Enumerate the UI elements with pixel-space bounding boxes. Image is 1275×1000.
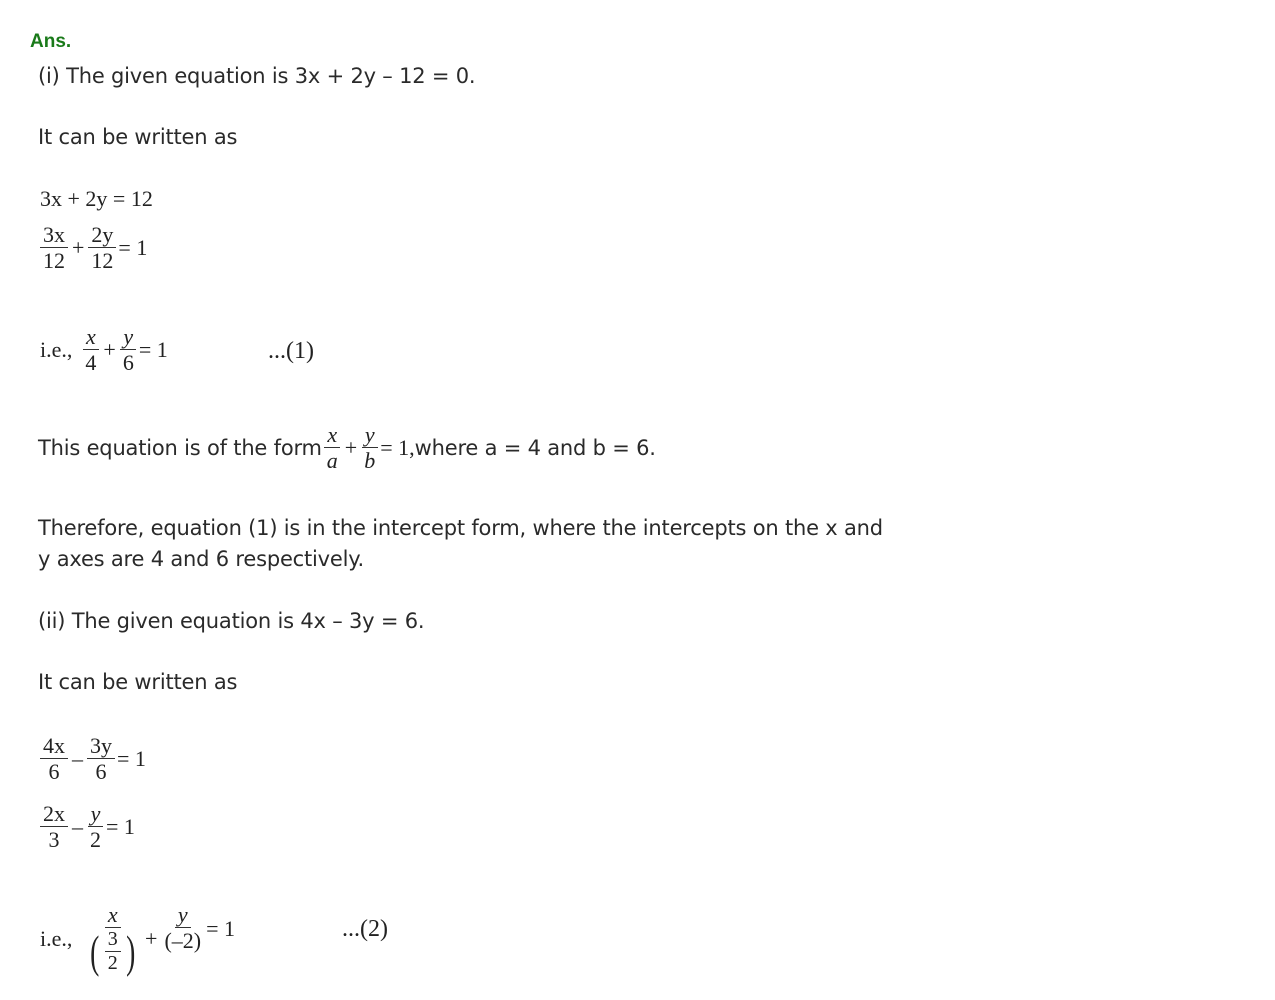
part2-equation-3: i.e., x ( $\frac{3}{2}$ ) + $\frac{y}{(-2)}$ = 1 — [40, 902, 236, 977]
fraction: $\frac{4x}{6}$ — [40, 733, 68, 785]
equation-tag-1: ...(1) — [268, 338, 314, 364]
part1-equation-1: 3x + 2y = 12 — [40, 186, 153, 211]
part1-conclusion-line-1: Therefore, equation (1) is in the intercept form, where the intercepts on the x and — [38, 516, 883, 540]
part1-form-line: This equation is of the form $\frac{x}{a}$ + $\frac{y}{b}$ = 1, where a = 4 and b = 6. — [38, 422, 656, 474]
fraction: $\frac{y}{b}$ — [361, 422, 378, 474]
part2-equation-2: $\frac{2x}{3}$ – $\frac{y}{2}$ = 1 — [38, 801, 135, 853]
fraction: $\frac{y}{6}$ — [120, 324, 137, 376]
part1-written-as: It can be written as — [38, 125, 238, 149]
part1-intro: (i) The given equation is 3x + 2y – 12 = 0. — [38, 64, 476, 88]
inner-fraction: $\frac{3}{2}$ — [105, 928, 121, 975]
part1-equation-3: i.e., $\frac{x}{4}$ + $\frac{y}{6}$ = 1 — [40, 324, 168, 376]
fraction: $\frac{2y}{12}$ — [88, 222, 116, 274]
equation-tag-2: ...(2) — [342, 916, 388, 942]
fraction: $\frac{x}{4}$ — [82, 324, 99, 376]
part1-equation-2: $\frac{3x}{12}$ + $\frac{2y}{12}$ = 1 — [38, 222, 147, 274]
fraction: $\frac{2x}{3}$ — [40, 801, 68, 853]
fraction: $\frac{x}{a}$ — [324, 422, 341, 474]
part1-conclusion-line-2: y axes are 4 and 6 respectively. — [38, 547, 364, 571]
fraction: $\frac{3x}{12}$ — [40, 222, 68, 274]
fraction: $\frac{y}{(-2)}$ — [164, 902, 202, 954]
part2-intro: (ii) The given equation is 4x – 3y = 6. — [38, 609, 425, 633]
fraction: $\frac{3y}{6}$ — [87, 733, 115, 785]
fraction: $\frac{y}{2}$ — [87, 801, 104, 853]
part2-written-as: It can be written as — [38, 670, 238, 694]
fraction: x ( $\frac{3}{2}$ ) — [90, 902, 135, 977]
part2-equation-1: $\frac{4x}{6}$ – $\frac{3y}{6}$ = 1 — [38, 733, 146, 785]
answer-label: Ans. — [30, 31, 72, 52]
